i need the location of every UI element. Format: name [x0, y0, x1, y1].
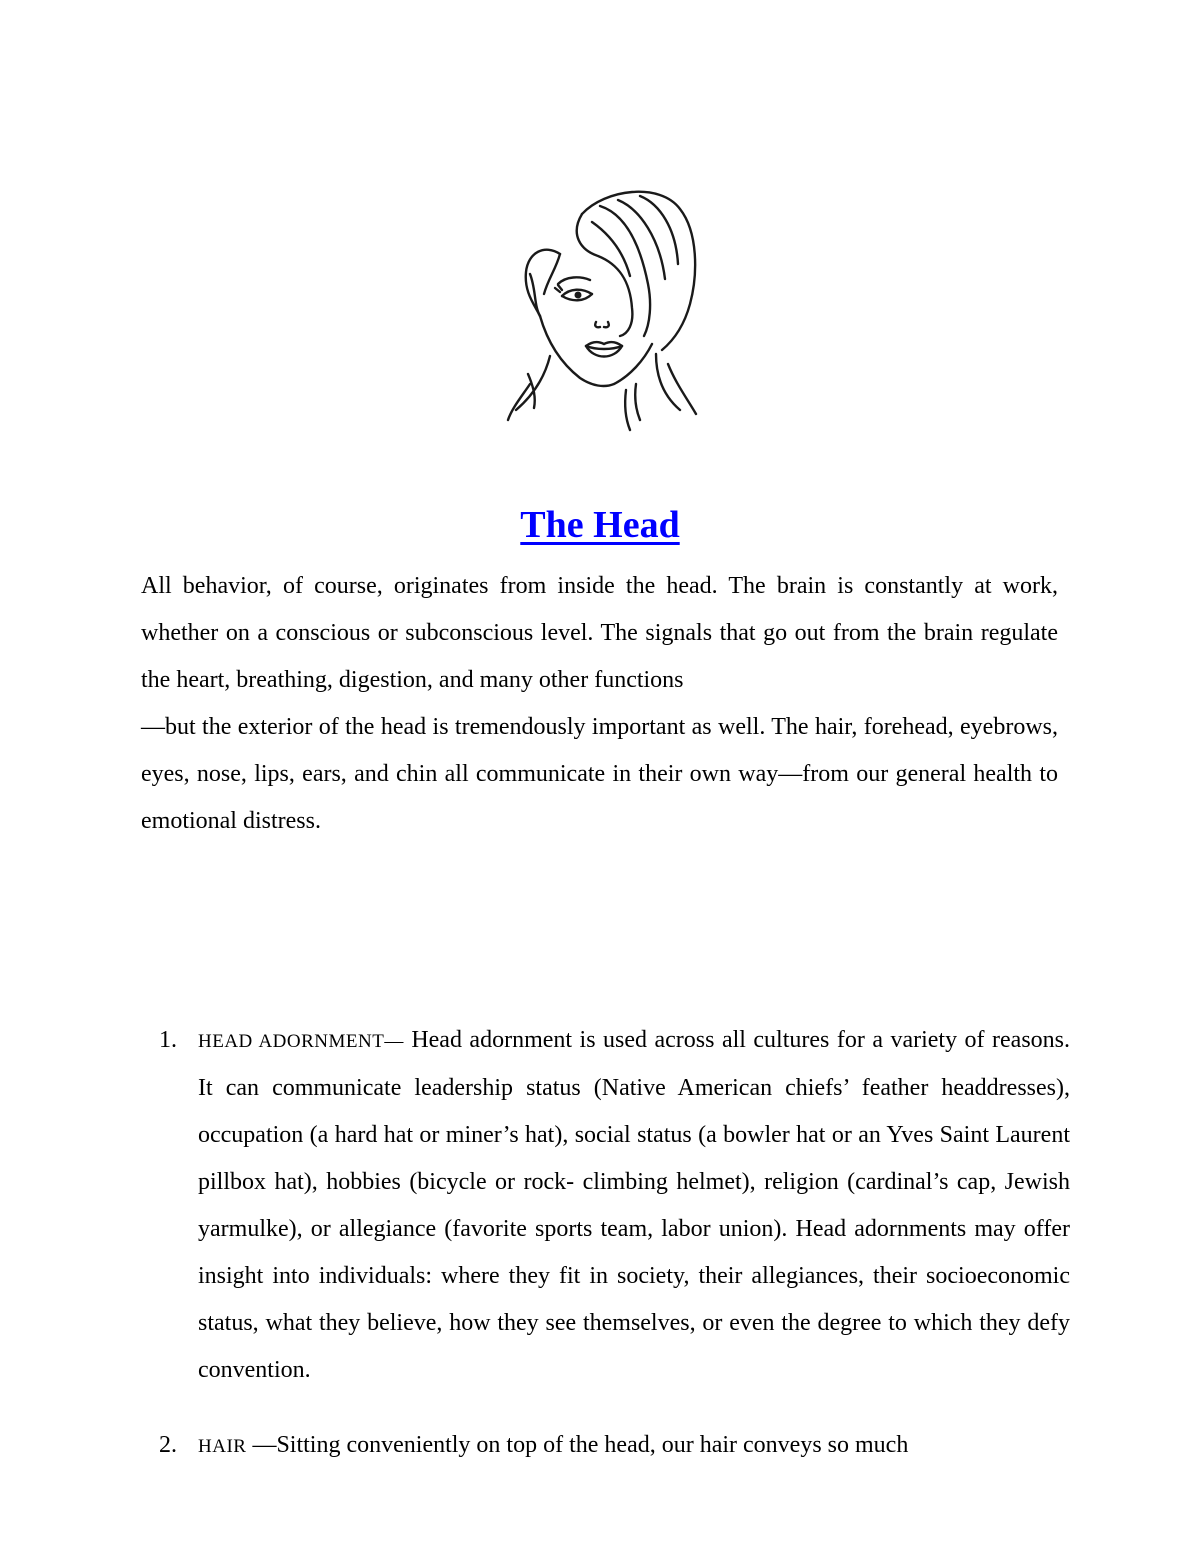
- intro-paragraph: All behavior, of course, originates from inside the head. The brain is constantly at work, whether on a conscious or subconscious level. The signals that go out from the brain regulate the heart, breathing, digestion, and many other functions: [141, 573, 1058, 693]
- list-item-heading: HAIR: [198, 1436, 247, 1457]
- list-item-number: 2.: [159, 1432, 177, 1458]
- list-item-head-adornment: [141, 1017, 1070, 1394]
- page-title[interactable]: [0, 498, 1200, 552]
- numbered-list: [141, 1017, 1070, 1470]
- list-item-text: Head adornment is used across all cultures for a variety of reasons. It can communicate leadership status (Native American chiefs’ feather headdresses), occupation (a hard hat or miner’s hat), social status (a bowler hat or an Yves Saint Laurent pillbox hat), hobbies (bicycle or rock- climbing helmet), religion (cardinal’s cap, Jewish yarmulke), or allegiance (favorite sports team, labor union). Head adornments may offer insight into individuals: where they fit in society, their allegiances, their socioeconomic status, what they believe, how they see themselves, or even the degree to which they defy convention.: [198, 1027, 1071, 1383]
- list-item-hair: [141, 1422, 1070, 1470]
- list-item-text: —Sitting conveniently on top of the head, our hair conveys so much: [246, 1432, 909, 1458]
- woman-face-illustration: [500, 184, 700, 434]
- list-item-heading: HEAD ADORNMENT—: [198, 1031, 404, 1052]
- intro-paragraph-continued: —but the exterior of the head is tremendously important as well. The hair, forehead, eyebrows, eyes, nose, lips, ears, and chin all communicate in their own way—from our general health to emotional distress.: [141, 714, 1058, 834]
- title-link[interactable]: The Head: [520, 504, 680, 546]
- intro-section: [141, 563, 1058, 845]
- list-item-number: 1.: [159, 1027, 177, 1053]
